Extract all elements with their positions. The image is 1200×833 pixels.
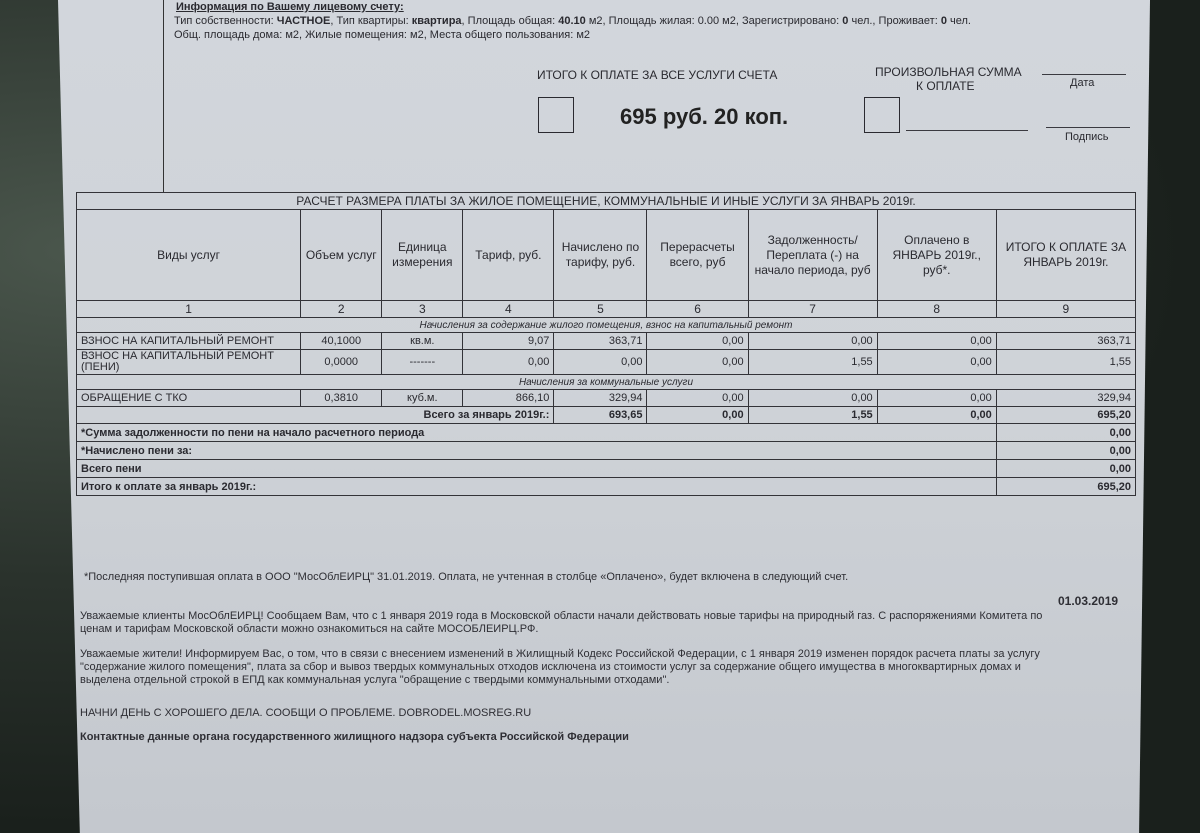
cell-paid: 0,00	[877, 390, 996, 407]
table-header-row	[77, 210, 1136, 301]
cell-unit: кв.м.	[382, 333, 463, 350]
col-num: 7	[748, 301, 877, 318]
col-num: 6	[647, 301, 748, 318]
summary-row	[77, 478, 1136, 496]
col-num: 4	[463, 301, 554, 318]
info-title: Информация по Вашему лицевому счету:	[176, 1, 404, 13]
cell-tariff: 0,00	[463, 350, 554, 375]
table-title: РАСЧЕТ РАЗМЕРА ПЛАТЫ ЗА ЖИЛОЕ ПОМЕЩЕНИЕ, КОММУНАЛЬНЫЕ И ИНЫЕ УСЛУГИ ЗА ЯНВАРЬ 2019г.	[77, 193, 1136, 210]
notice-housing-code	[80, 648, 1140, 687]
cell-total: 1,55	[996, 350, 1135, 375]
last-payment-note: *Последняя поступившая оплата в ООО "МосОблЕИРЦ" 31.01.2019. Оплата, не учтенная в столбце «Оплачено», будет включена в следующий счет.	[84, 571, 849, 583]
calculation-table	[76, 192, 1136, 496]
col-num: 9	[996, 301, 1135, 318]
summary-label: Итого к оплате за январь 2019г.:	[77, 478, 997, 496]
cell-charged: 329,94	[554, 390, 647, 407]
cell-volume: 0,0000	[301, 350, 382, 375]
info-line-2: Общ. площадь дома: м2, Жилые помещения: м2, Места общего пользования: м2	[174, 29, 591, 41]
signature-line[interactable]	[1046, 127, 1130, 128]
col-num: 5	[554, 301, 647, 318]
section-utilities: Начисления за коммунальные услуги	[77, 375, 1136, 390]
notice-line: ценам и тарифам Московской области можно ознакомиться на сайте МОСОБЛЕИРЦ.РФ.	[80, 623, 539, 635]
cell-debt: 1,55	[748, 350, 877, 375]
dobrodel-notice: НАЧНИ ДЕНЬ С ХОРОШЕГО ДЕЛА. СООБЩИ О ПРОБЛЕМЕ. DOBRODEL.MOSREG.RU	[80, 707, 532, 719]
table-row	[77, 390, 1136, 407]
table-row	[77, 333, 1136, 350]
checkbox-right[interactable]	[864, 97, 900, 133]
header-charged: Начислено по тарифу, руб.	[554, 210, 647, 301]
header-unit: Единица измерения	[382, 210, 463, 301]
cell-service: ВЗНОС НА КАПИТАЛЬНЫЙ РЕМОНТ	[77, 333, 301, 350]
total-paid: 0,00	[877, 407, 996, 424]
notice-line: Уважаемые клиенты МосОблЕИРЦ! Сообщаем Вам, что с 1 января 2019 года в Московской области начали действовать новые тарифы на природный газ. С распоряжениями Комитета по	[80, 610, 1043, 622]
cell-tariff: 9,07	[463, 333, 554, 350]
cell-debt: 0,00	[748, 390, 877, 407]
header-paid: Оплачено в ЯНВАРЬ 2019г., руб*.	[877, 210, 996, 301]
notice-line: выделена отдельной строкой в ЕПД как коммунальная услуга "обращение с твердыми коммунальными отходами".	[80, 674, 670, 686]
total-recalc: 0,00	[647, 407, 748, 424]
cell-unit: куб.м.	[382, 390, 463, 407]
header-volume: Объем услуг	[301, 210, 382, 301]
cell-service: ОБРАЩЕНИЕ С ТКО	[77, 390, 301, 407]
arbitrary-sum-line[interactable]	[906, 130, 1028, 131]
cell-total: 329,94	[996, 390, 1135, 407]
cell-paid: 0,00	[877, 333, 996, 350]
arbitrary-sum-label-2: К ОПЛАТЕ	[916, 79, 975, 93]
total-label: Всего за январь 2019г.:	[77, 407, 554, 424]
header-recalc: Перерасчеты всего, руб	[647, 210, 748, 301]
date-label: Дата	[1070, 77, 1095, 89]
section-utilities-row	[77, 375, 1136, 390]
bill-date: 01.03.2019	[1058, 594, 1119, 608]
cell-recalc: 0,00	[647, 333, 748, 350]
notice-line: "содержание жилого помещения", плата за сбор и вывоз твердых коммунальных отходов исключена из стоимости услуг за содержание общего имущества в многоквартирных домах и	[80, 661, 1021, 673]
summary-value: 0,00	[996, 442, 1135, 460]
total-label: ИТОГО К ОПЛАТЕ ЗА ВСЕ УСЛУГИ СЧЕТА	[537, 68, 778, 82]
header-service: Виды услуг	[77, 210, 301, 301]
cell-recalc: 0,00	[647, 390, 748, 407]
header-divider	[163, 0, 164, 192]
arbitrary-sum-label-1: ПРОИЗВОЛЬНАЯ СУММА	[875, 65, 1022, 79]
summary-label: Всего пени	[77, 460, 997, 478]
summary-value: 0,00	[996, 460, 1135, 478]
notice-gas-tariffs	[80, 610, 1140, 636]
header-total: ИТОГО К ОПЛАТЕ ЗА ЯНВАРЬ 2019г.	[996, 210, 1135, 301]
total-charged: 693,65	[554, 407, 647, 424]
header-tariff: Тариф, руб.	[463, 210, 554, 301]
signature-label: Подпись	[1065, 131, 1109, 143]
table-row	[77, 350, 1136, 375]
cell-tariff: 866,10	[463, 390, 554, 407]
summary-value: 0,00	[996, 424, 1135, 442]
col-num: 8	[877, 301, 996, 318]
cell-charged: 0,00	[554, 350, 647, 375]
total-amount-cell: 695,20	[996, 407, 1135, 424]
date-line[interactable]	[1042, 74, 1126, 75]
cell-recalc: 0,00	[647, 350, 748, 375]
cell-charged: 363,71	[554, 333, 647, 350]
col-num: 3	[382, 301, 463, 318]
summary-row	[77, 424, 1136, 442]
total-amount: 695 руб. 20 коп.	[620, 104, 789, 129]
summary-row	[77, 460, 1136, 478]
checkbox-left[interactable]	[538, 97, 574, 133]
col-num: 1	[77, 301, 301, 318]
cell-debt: 0,00	[748, 333, 877, 350]
total-debt: 1,55	[748, 407, 877, 424]
header-debt: Задолженность/ Переплата (-) на начало периода, руб	[748, 210, 877, 301]
section-housing: Начисления за содержание жилого помещения, взнос на капитальный ремонт	[77, 318, 1136, 333]
notice-line: Уважаемые жители! Информируем Вас, о том, что в связи с внесением изменений в Жилищный Кодекс Российской Федерации, с 1 января 2019 изменен порядок расчета платы за услугу	[80, 648, 1040, 660]
housing-inspection-contacts: Контактные данные органа государственного жилищного надзора субъекта Российской Федерации	[80, 731, 629, 743]
column-numbers-row	[77, 301, 1136, 318]
cell-total: 363,71	[996, 333, 1135, 350]
cell-service: ВЗНОС НА КАПИТАЛЬНЫЙ РЕМОНТ (ПЕНИ)	[77, 350, 301, 375]
section-housing-row	[77, 318, 1136, 333]
summary-value: 695,20	[996, 478, 1135, 496]
cell-paid: 0,00	[877, 350, 996, 375]
info-line-1: Тип собственности: ЧАСТНОЕ, Тип квартиры: квартира, Площадь общая: 40.10 м2, Площадь жилая: 0.00 м2, Зарегистрировано: 0 чел., Проживает: 0 чел.	[174, 15, 971, 27]
cell-volume: 40,1000	[301, 333, 382, 350]
cell-volume: 0,3810	[301, 390, 382, 407]
total-row	[77, 407, 1136, 424]
summary-label: *Сумма задолженности по пени на начало расчетного периода	[77, 424, 997, 442]
cell-unit: -------	[382, 350, 463, 375]
summary-row	[77, 442, 1136, 460]
col-num: 2	[301, 301, 382, 318]
summary-label: *Начислено пени за:	[77, 442, 997, 460]
